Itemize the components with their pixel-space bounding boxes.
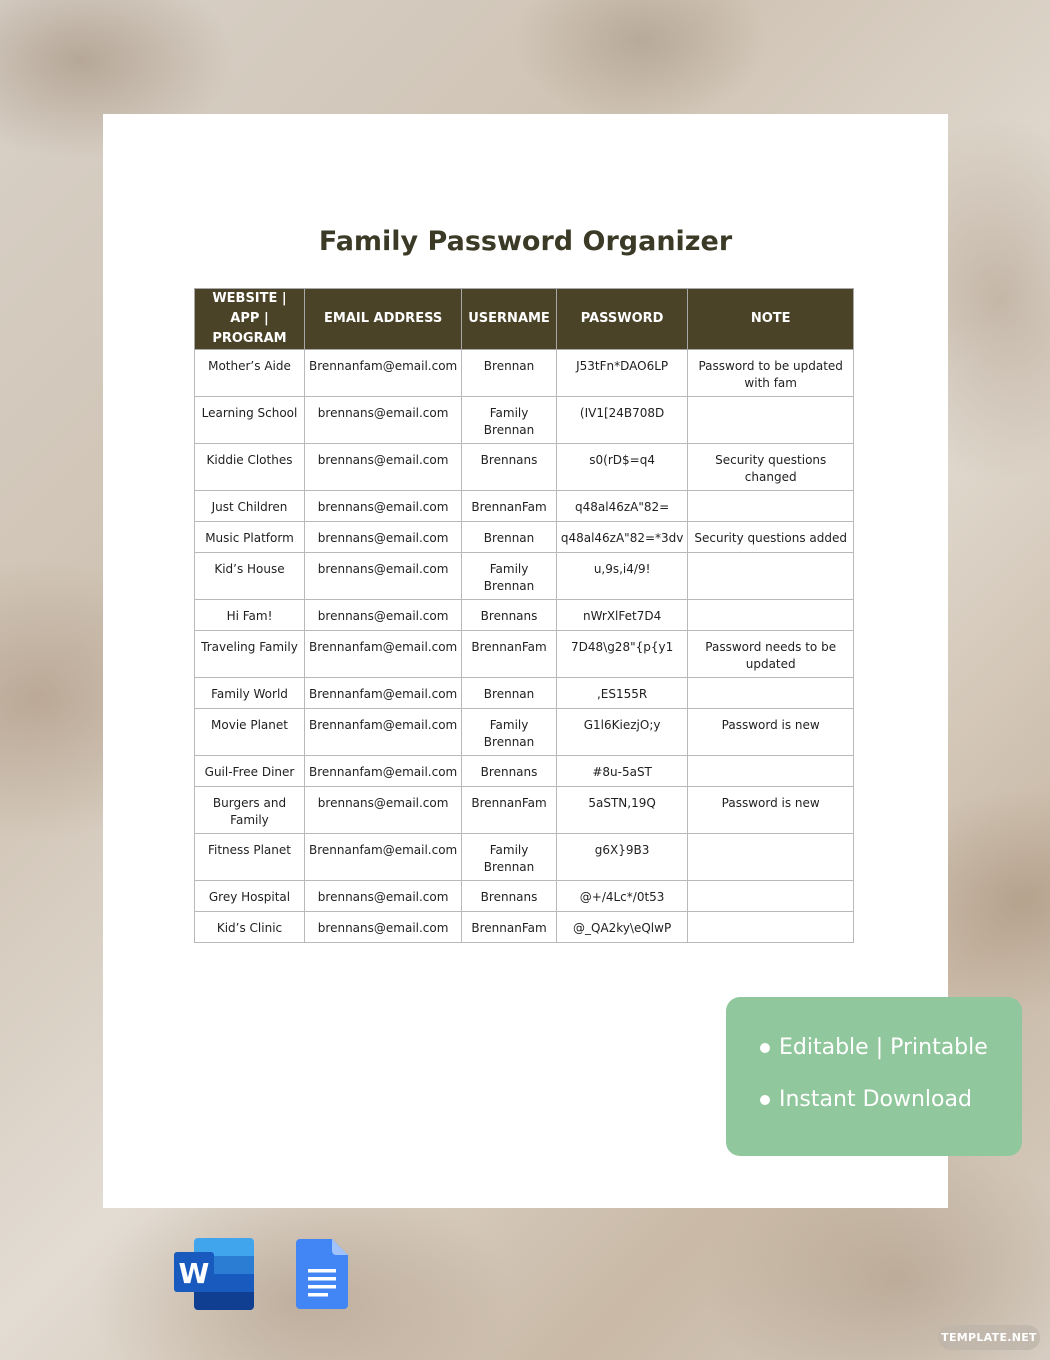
cell-note: [688, 600, 854, 631]
cell-email: Brennanfam@email.com: [304, 709, 461, 756]
cell-email: Brennanfam@email.com: [304, 350, 461, 397]
cell-site: Traveling Family: [195, 631, 305, 678]
cell-site: Kiddie Clothes: [195, 444, 305, 491]
feature-download-label: Instant Download: [779, 1087, 972, 1112]
column-header-email: EMAIL ADDRESS: [304, 289, 461, 350]
cell-note: [688, 491, 854, 522]
cell-username: BrennanFam: [462, 491, 557, 522]
cell-email: brennans@email.com: [304, 600, 461, 631]
table-row: [195, 600, 854, 631]
cell-username: Family Brennan: [462, 553, 557, 600]
table-row: [195, 397, 854, 444]
google-docs-icon[interactable]: [296, 1239, 348, 1309]
cell-note: Password is new: [688, 787, 854, 834]
cell-email: Brennanfam@email.com: [304, 756, 461, 787]
cell-username: BrennanFam: [462, 787, 557, 834]
column-header-website: WEBSITE | APP | PROGRAM: [195, 289, 305, 350]
cell-password: g6X}9B3: [556, 834, 688, 881]
table-row: [195, 881, 854, 912]
column-header-note: NOTE: [688, 289, 854, 350]
cell-password: s0(rD$=q4: [556, 444, 688, 491]
cell-username: Family Brennan: [462, 709, 557, 756]
cell-username: Brennan: [462, 522, 557, 553]
table-row: [195, 912, 854, 943]
cell-email: brennans@email.com: [304, 397, 461, 444]
cell-password: nWrXlFet7D4: [556, 600, 688, 631]
cell-password: J53tFn*DAO6LP: [556, 350, 688, 397]
cell-email: Brennanfam@email.com: [304, 834, 461, 881]
cell-site: Guil-Free Diner: [195, 756, 305, 787]
feature-editable-label: Editable | Printable: [779, 1035, 988, 1060]
cell-username: Brennan: [462, 678, 557, 709]
table-row: [195, 756, 854, 787]
cell-note: Security questions changed: [688, 444, 854, 491]
cell-password: u,9s,i4/9!: [556, 553, 688, 600]
cell-email: brennans@email.com: [304, 444, 461, 491]
table-row: [195, 709, 854, 756]
cell-note: [688, 678, 854, 709]
feature-download: [760, 1087, 972, 1112]
cell-site: Hi Fam!: [195, 600, 305, 631]
cell-site: Family World: [195, 678, 305, 709]
column-header-password: PASSWORD: [556, 289, 688, 350]
table-row: [195, 834, 854, 881]
cell-site: Burgers and Family: [195, 787, 305, 834]
cell-password: @+/4Lc*/0t53: [556, 881, 688, 912]
cell-note: [688, 756, 854, 787]
cell-note: [688, 912, 854, 943]
cell-site: Kid’s Clinic: [195, 912, 305, 943]
cell-email: brennans@email.com: [304, 787, 461, 834]
cell-username: Brennans: [462, 444, 557, 491]
cell-site: Learning School: [195, 397, 305, 444]
template-net-watermark: TEMPLATE.NET: [938, 1325, 1040, 1350]
cell-email: Brennanfam@email.com: [304, 678, 461, 709]
document-title: Family Password Organizer: [318, 226, 733, 257]
cell-password: q48al46zA"82=: [556, 491, 688, 522]
cell-email: brennans@email.com: [304, 881, 461, 912]
cell-site: Kid’s House: [195, 553, 305, 600]
cell-username: BrennanFam: [462, 631, 557, 678]
cell-note: [688, 553, 854, 600]
table-header-row: [195, 289, 854, 350]
cell-username: Brennan: [462, 350, 557, 397]
cell-site: Grey Hospital: [195, 881, 305, 912]
cell-password: (IV1[24B708D: [556, 397, 688, 444]
table-row: [195, 631, 854, 678]
cell-email: brennans@email.com: [304, 553, 461, 600]
cell-password: 7D48\g28"{p{y1: [556, 631, 688, 678]
cell-username: BrennanFam: [462, 912, 557, 943]
table-row: [195, 522, 854, 553]
cell-username: Brennans: [462, 881, 557, 912]
cell-password: #8u-5aST: [556, 756, 688, 787]
feature-badge: [726, 997, 1022, 1156]
microsoft-word-icon[interactable]: [174, 1238, 254, 1310]
feature-editable: [760, 1035, 988, 1060]
cell-password: G1l6KiezjO;y: [556, 709, 688, 756]
cell-password: q48al46zA"82=*3dv: [556, 522, 688, 553]
cell-username: Brennans: [462, 600, 557, 631]
cell-email: brennans@email.com: [304, 912, 461, 943]
cell-note: Password needs to be updated: [688, 631, 854, 678]
cell-username: Family Brennan: [462, 397, 557, 444]
cell-site: Fitness Planet: [195, 834, 305, 881]
cell-password: 5aSTN,19Q: [556, 787, 688, 834]
cell-note: Security questions added: [688, 522, 854, 553]
table-row: [195, 350, 854, 397]
table-row: [195, 553, 854, 600]
cell-username: Family Brennan: [462, 834, 557, 881]
table-row: [195, 678, 854, 709]
svg-text:W: W: [178, 1257, 210, 1290]
cell-username: Brennans: [462, 756, 557, 787]
cell-email: brennans@email.com: [304, 491, 461, 522]
cell-email: brennans@email.com: [304, 522, 461, 553]
cell-site: Mother’s Aide: [195, 350, 305, 397]
cell-email: Brennanfam@email.com: [304, 631, 461, 678]
cell-note: [688, 834, 854, 881]
cell-site: Music Platform: [195, 522, 305, 553]
cell-password: ,ES155R: [556, 678, 688, 709]
cell-note: [688, 881, 854, 912]
column-header-username: USERNAME: [462, 289, 557, 350]
cell-note: Password is new: [688, 709, 854, 756]
table-row: [195, 787, 854, 834]
cell-note: [688, 397, 854, 444]
bullet-icon: [760, 1043, 770, 1053]
cell-site: Just Children: [195, 491, 305, 522]
cell-site: Movie Planet: [195, 709, 305, 756]
cell-password: @_QA2ky\eQlwP: [556, 912, 688, 943]
cell-note: Password to be updated with fam: [688, 350, 854, 397]
table-row: [195, 491, 854, 522]
password-table: [194, 288, 854, 943]
table-row: [195, 444, 854, 491]
bullet-icon: [760, 1095, 770, 1105]
